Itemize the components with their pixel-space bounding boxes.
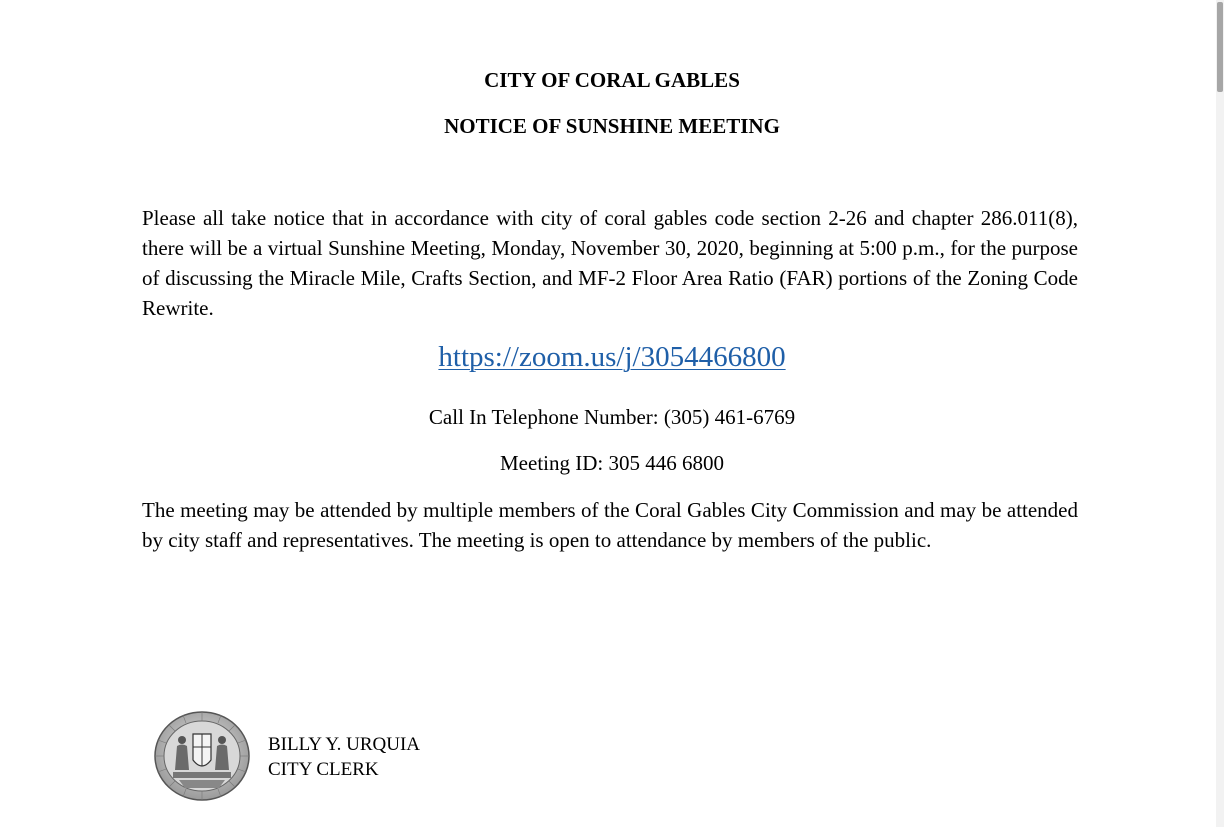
phone-number: Call In Telephone Number: (305) 461-6769 — [428, 405, 796, 429]
meeting-id: Meeting ID: 305 446 6800 — [500, 451, 724, 475]
zoom-link[interactable]: https://zoom.us/j/3054466800 — [438, 341, 786, 373]
notice-paragraph: Please all take notice that in accordance with city of coral gables code section 2-26 and chapter 286.011(8), there will be a virtual Sunshine Meeting, Monday, November 30, 2020, beginning at 5:00 p.m., for the purpose of discussing the Miracle Mile, Crafts Section, and MF-2 Floor Area Ratio (FAR) portions of the Zoning Code Rewrite. — [142, 206, 1078, 320]
zoom-link-line — [0, 340, 1224, 374]
attendance-paragraph: The meeting may be attended by multiple members of the Coral Gables City Commission and may be attended by city staff and representatives. The meeting is open to attendance by members of the public. — [142, 498, 1078, 552]
notice-title: NOTICE OF SUNSHINE MEETING — [444, 114, 780, 138]
clerk-name: BILLY Y. URQUIA — [268, 734, 421, 755]
clerk-title: CITY CLERK — [268, 759, 379, 780]
city-seal-icon — [153, 710, 251, 802]
city-heading: CITY OF CORAL GABLES — [484, 68, 740, 92]
scrollbar-thumb[interactable] — [1217, 2, 1223, 92]
scrollbar[interactable] — [1216, 0, 1224, 827]
signature-block — [268, 732, 420, 782]
